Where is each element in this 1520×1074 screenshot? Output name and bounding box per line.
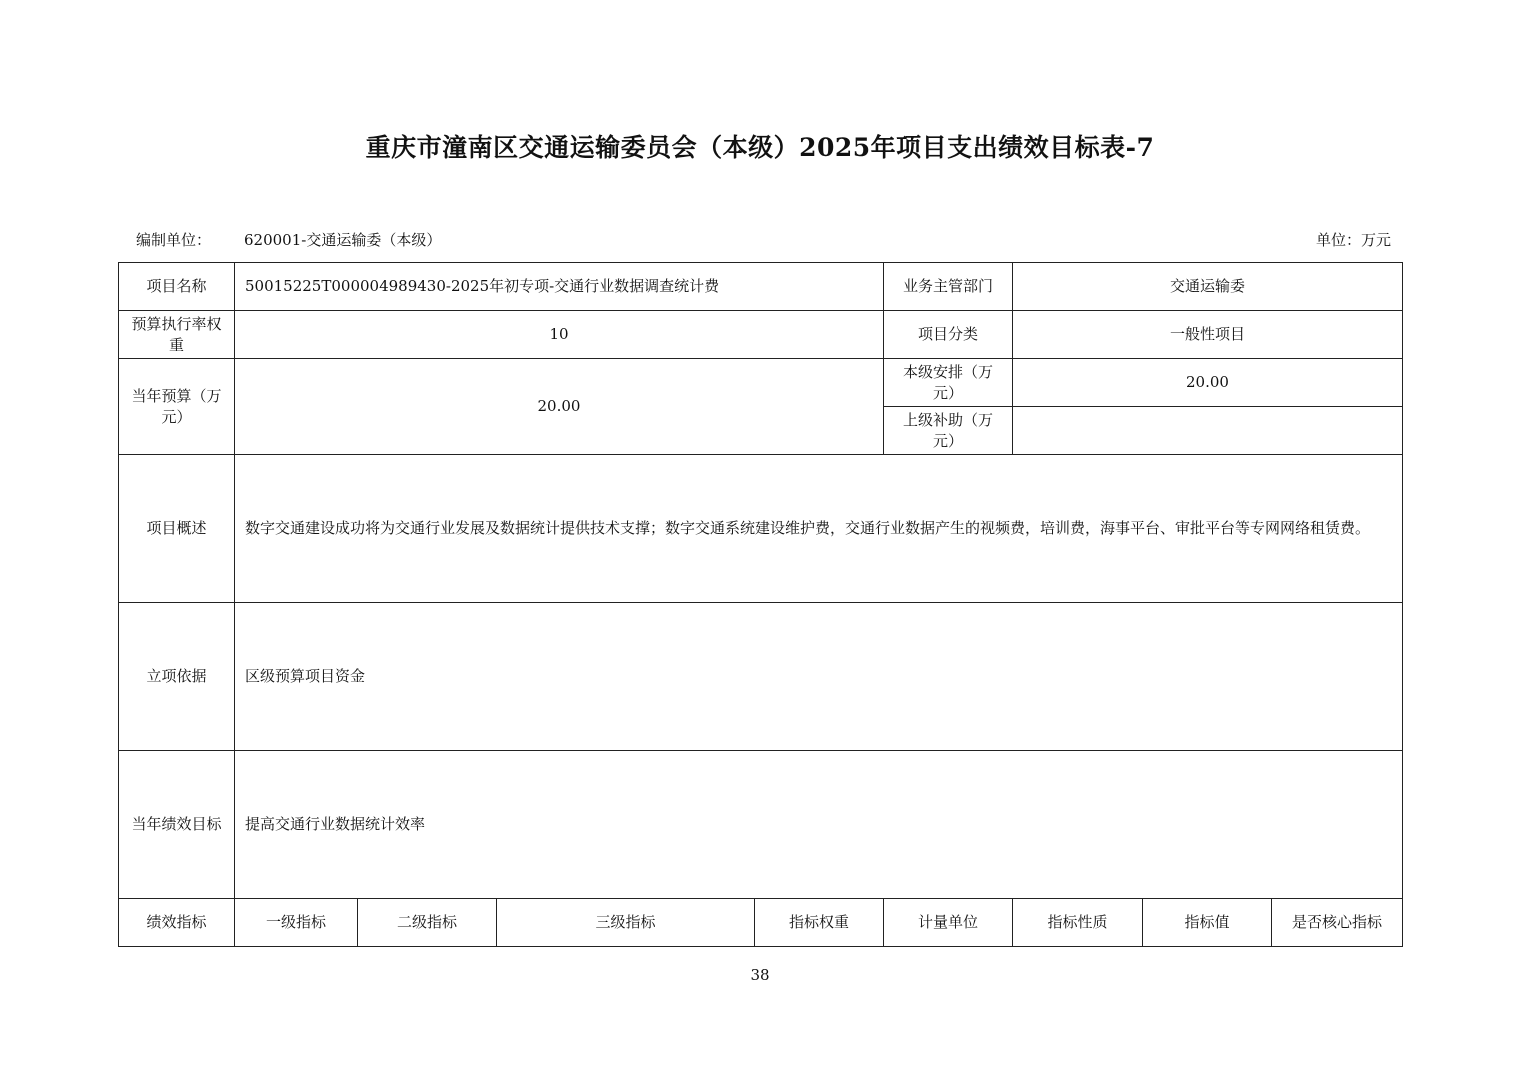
row-goal <box>119 751 1403 899</box>
page-number: 38 <box>750 966 770 984</box>
category-value: 一般性项目 <box>1013 311 1403 359</box>
local-alloc-value: 20.00 <box>1013 359 1403 407</box>
page-title: 重庆市潼南区交通运输委员会（本级）2025年项目支出绩效目标表-7 <box>365 133 1155 162</box>
basis-label: 立项依据 <box>119 603 235 751</box>
annual-budget-value: 20.00 <box>235 359 884 455</box>
exec-rate-value: 10 <box>235 311 884 359</box>
row-exec-rate <box>119 311 1403 359</box>
overview-value: 数字交通建设成功将为交通行业发展及数据统计提供技术支撑；数字交通系统建设维护费，交通行业数据产生的视频费，培训费，海事平台、审批平台等专网网络租赁费。 <box>235 455 1403 603</box>
row-basis <box>119 603 1403 751</box>
indicator-header: 绩效指标 <box>119 899 235 947</box>
dept-value: 交通运输委 <box>1013 263 1403 311</box>
row-project-name <box>119 263 1403 311</box>
project-name-value: 50015225T000004989430-2025年初专项-交通行业数据调查统计费 <box>235 263 884 311</box>
category-label: 项目分类 <box>884 311 1013 359</box>
basis-value: 区级预算项目资金 <box>235 603 1403 751</box>
indicator-header: 是否核心指标 <box>1272 899 1403 947</box>
overview-label: 项目概述 <box>119 455 235 603</box>
indicator-header: 一级指标 <box>235 899 358 947</box>
goal-label: 当年绩效目标 <box>119 751 235 899</box>
exec-rate-label: 预算执行率权重 <box>119 311 235 359</box>
row-overview <box>119 455 1403 603</box>
compiler-label: 编制单位： <box>136 231 212 249</box>
goal-value: 提高交通行业数据统计效率 <box>235 751 1403 899</box>
upper-subsidy-value <box>1013 407 1403 455</box>
upper-subsidy-label: 上级补助（万元） <box>884 407 1013 455</box>
row-indicator-headers <box>119 899 1403 947</box>
row-local-alloc <box>119 359 1403 407</box>
indicator-header: 二级指标 <box>358 899 497 947</box>
indicator-header: 指标值 <box>1143 899 1272 947</box>
indicator-header: 计量单位 <box>884 899 1013 947</box>
local-alloc-label: 本级安排（万元） <box>884 359 1013 407</box>
dept-label: 业务主管部门 <box>884 263 1013 311</box>
compiler-value: 620001-交通运输委（本级） <box>244 231 442 249</box>
indicator-header: 三级指标 <box>497 899 755 947</box>
annual-budget-label: 当年预算（万元） <box>119 359 235 455</box>
project-name-label: 项目名称 <box>119 263 235 311</box>
indicator-header: 指标权重 <box>755 899 884 947</box>
indicator-header: 指标性质 <box>1013 899 1143 947</box>
performance-target-table <box>118 262 1403 947</box>
unit-label: 单位：万元 <box>1315 231 1391 249</box>
